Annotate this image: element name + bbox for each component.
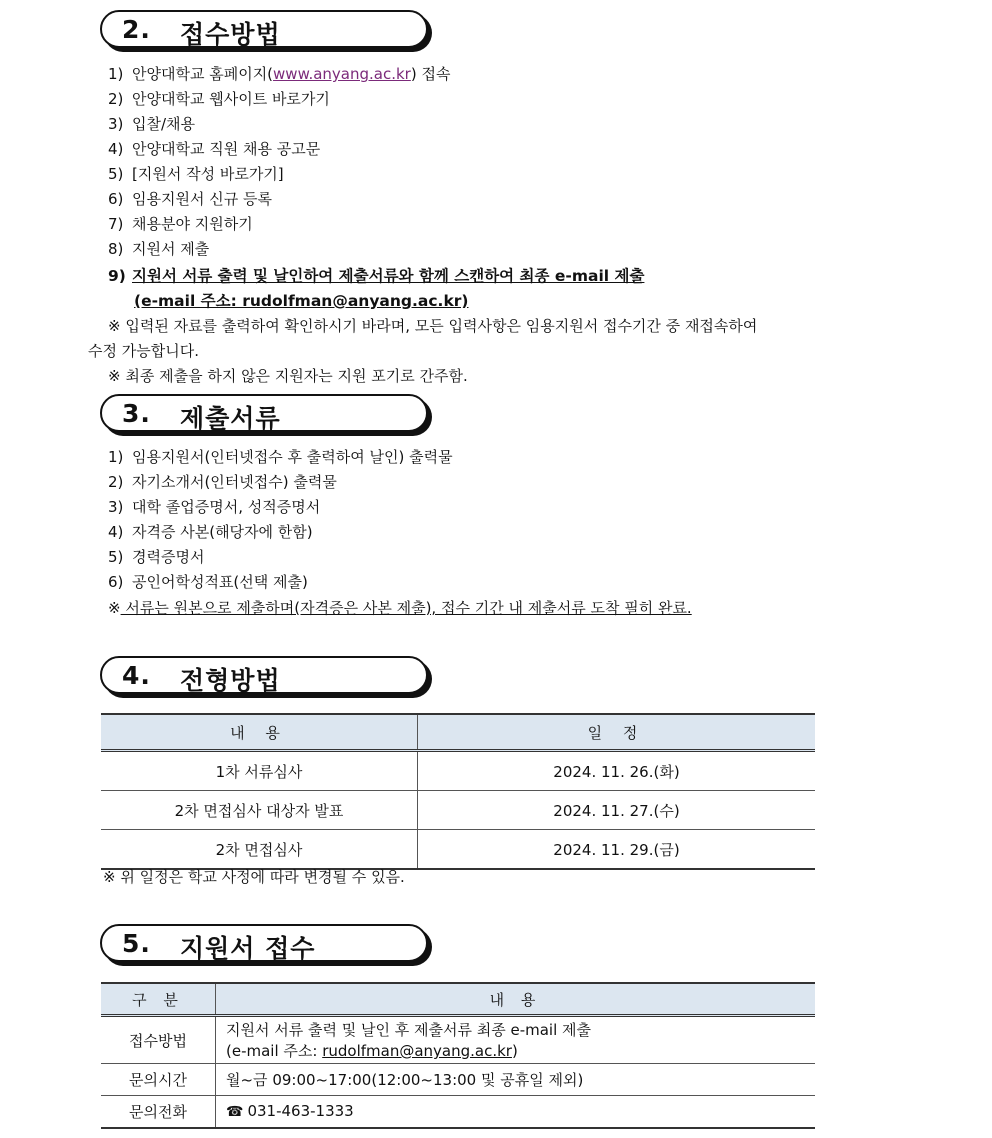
section-number: 4. <box>122 661 151 690</box>
table-row <box>101 791 815 830</box>
table-header-row <box>101 983 815 1016</box>
list-item: 6) 공인어학성적표(선택 제출) <box>108 573 308 591</box>
section-number: 5. <box>122 929 151 958</box>
list-item-9: 9) 지원서 서류 출력 및 날인하여 제출서류와 함께 스캔하여 최종 e-mail 제출 <box>108 267 645 285</box>
homepage-link[interactable]: www.anyang.ac.kr <box>273 65 411 83</box>
section-title: 지원서 접수 <box>180 934 316 963</box>
table-cell: 접수방법 <box>101 1016 216 1064</box>
list-item: 5) [지원서 작성 바로가기] <box>108 165 284 183</box>
table-cell: 월~금 09:00~17:00(12:00~13:00 및 공휴일 제외) <box>216 1064 816 1096</box>
table-cell: 2차 면접심사 <box>101 830 418 870</box>
column-header: 내 용 <box>101 714 418 751</box>
table-cell: 문의전화 <box>101 1096 216 1128</box>
table-cell: ☎ 031-463-1333 <box>216 1096 816 1128</box>
section-4-header <box>100 656 428 694</box>
list-item: 2) 안양대학교 웹사이트 바로가기 <box>108 90 330 108</box>
table-cell: 문의시간 <box>101 1064 216 1096</box>
list-item: 1) 임용지원서(인터넷접수 후 출력하여 날인) 출력물 <box>108 448 453 466</box>
section-title: 전형방법 <box>180 666 281 695</box>
column-header: 일 정 <box>418 714 816 751</box>
list-item: 5) 경력증명서 <box>108 548 205 566</box>
table-cell: 2024. 11. 27.(수) <box>418 791 816 830</box>
table-cell: 2024. 11. 29.(금) <box>418 830 816 870</box>
list-item: 3) 입찰/채용 <box>108 115 196 133</box>
documents-note: ※ 서류는 원본으로 제출하며(자격증은 사본 제출), 접수 기간 내 제출서류 도착 필히 완료. <box>108 599 692 617</box>
section-2-header <box>100 10 428 48</box>
table-cell: 2024. 11. 26.(화) <box>418 751 816 791</box>
column-header: 내 용 <box>216 983 816 1016</box>
list-item: 8) 지원서 제출 <box>108 240 210 258</box>
email-link[interactable]: rudolfman@anyang.ac.kr <box>322 1042 512 1060</box>
table-cell: 지원서 서류 출력 및 날인 후 제출서류 최종 e-mail 제출 (e-mail 주소: rudolfman@anyang.ac.kr) <box>216 1016 816 1064</box>
note-text: 수정 가능합니다. <box>88 342 199 360</box>
table-row <box>101 1016 815 1064</box>
list-item: 6) 임용지원서 신규 등록 <box>108 190 272 208</box>
list-item: 2) 자기소개서(인터넷접수) 출력물 <box>108 473 337 491</box>
table-cell: 1차 서류심사 <box>101 751 418 791</box>
section-title: 제출서류 <box>180 404 281 433</box>
section-number: 2. <box>122 15 151 44</box>
list-item: 1) 안양대학교 홈페이지(www.anyang.ac.kr) 접속 <box>108 65 451 83</box>
note-text: ※ 최종 제출을 하지 않은 지원자는 지원 포기로 간주함. <box>108 367 468 385</box>
table-row <box>101 830 815 870</box>
table-row <box>101 1064 815 1096</box>
note-text: ※ 입력된 자료를 출력하여 확인하시기 바라며, 모든 입력사항은 임용지원서 접수기간 중 재접속하여 <box>108 317 758 335</box>
section-number: 3. <box>122 399 151 428</box>
section-5-header <box>100 924 428 962</box>
section-title: 접수방법 <box>180 20 281 49</box>
list-item: 4) 안양대학교 직원 채용 공고문 <box>108 140 321 158</box>
column-header: 구 분 <box>101 983 216 1016</box>
application-table <box>101 982 815 1129</box>
list-item: 4) 자격증 사본(해당자에 한함) <box>108 523 313 541</box>
schedule-note: ※ 위 일정은 학교 사정에 따라 변경될 수 있음. <box>103 868 405 886</box>
email-line: (e-mail 주소: rudolfman@anyang.ac.kr) <box>134 292 469 310</box>
schedule-table <box>101 713 815 870</box>
phone-icon: ☎ <box>226 1104 244 1121</box>
table-row <box>101 751 815 791</box>
table-row <box>101 1096 815 1128</box>
list-item: 3) 대학 졸업증명서, 성적증명서 <box>108 498 321 516</box>
list-item: 7) 채용분야 지원하기 <box>108 215 253 233</box>
table-cell: 2차 면접심사 대상자 발표 <box>101 791 418 830</box>
table-header-row <box>101 714 815 751</box>
section-3-header <box>100 394 428 432</box>
